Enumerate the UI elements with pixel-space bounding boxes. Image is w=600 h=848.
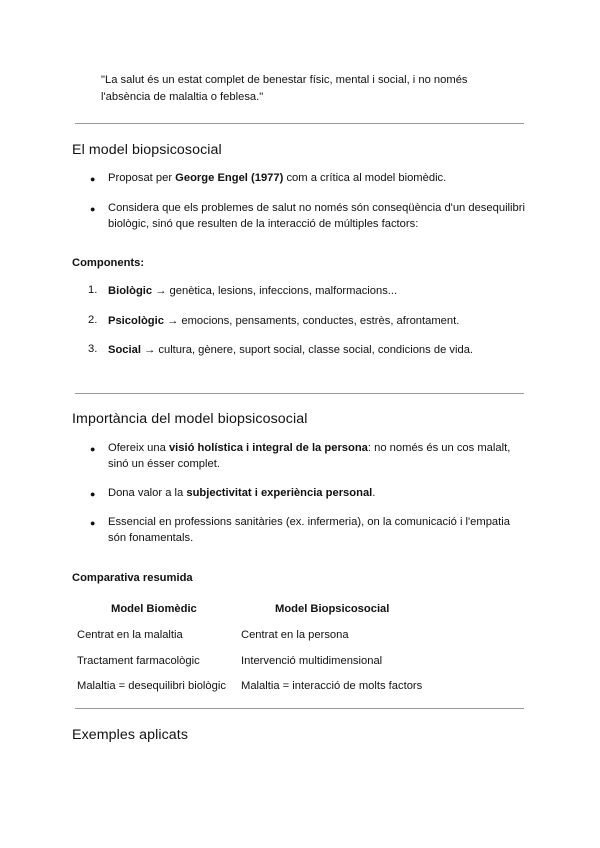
components-heading: Components: [72,257,145,269]
table-cell: Malaltia = interacció de molts factors [241,680,423,692]
section-title-importance: Importància del model biopsicosocial [72,411,308,427]
list-item-text: Proposat per [108,172,176,184]
section-title-examples: Exemples aplicats [72,727,189,743]
comparison-heading: Comparativa resumida [72,572,193,584]
list-item [108,200,525,232]
list-item-bold: Social [108,344,141,356]
list-number: 3. [88,343,98,355]
list-item-text: Essencial en professions sanitàries (ex. infermeria), on la comunicació i l'empatia [108,516,510,528]
list-item-bold: subjectivitat i experiència personal [186,487,373,499]
bullet-dot: ● [90,489,96,499]
list-item-bold: Psicològic [108,315,164,327]
divider [75,708,524,709]
table-cell: Tractament farmacològic [77,655,200,667]
divider [75,123,524,124]
table-cell: Centrat en la persona [241,629,349,641]
bullet-dot: ● [90,204,96,214]
list-item-text: → genètica, lesions, infeccions, malformacions... [152,285,398,297]
list-item-text: són fonamentals. [108,532,194,544]
list-item-text: : no només és un cos malalt, [367,442,511,454]
list-item [108,514,510,546]
list-item-text: com a crítica al model biomèdic. [283,172,447,184]
quote-paragraph: "La salut és un estat complet de benestar físic, mental i social, i no només l'absència de malaltia o feblesa." [101,74,468,103]
list-item-text: Ofereix una [108,442,169,454]
list-item-text: sinó un ésser complet. [108,458,220,470]
list-item [108,485,375,501]
list-item-text: → cultura, gènere, suport social, classe social, condicions de vida. [140,344,474,356]
list-item [108,283,397,299]
list-number: 1. [88,284,98,296]
divider [75,393,524,394]
list-item [108,440,510,472]
bullet-dot: ● [90,518,96,528]
table-cell: Centrat en la malaltia [77,629,183,641]
list-item-bold: George Engel (1977) [175,172,284,184]
list-item-bold: Biològic [108,285,153,297]
section-title-biopsychosocial: El model biopsicosocial [72,142,222,158]
list-item [108,313,459,329]
table-cell: Intervenció multidimensional [241,655,383,667]
list-item [108,170,446,186]
list-number: 2. [88,314,98,326]
bullet-dot: ● [90,444,96,454]
bullet-dot: ● [90,174,96,184]
list-item-bold: visió holística i integral de la persona [168,442,368,454]
list-item-text: Considera que els problemes de salut no només són conseqüència d'un desequilibri [108,202,525,214]
table-header-biopsychosocial: Model Biopsicosocial [275,603,390,615]
table-header-biomedical: Model Biomèdic [111,603,197,615]
list-item-text: . [372,487,376,499]
list-item-text: biològic, sinó que resulten de la interacció de múltiples factors: [108,218,419,230]
list-item-text: Dona valor a la [108,487,187,499]
list-item-text: → emocions, pensaments, conductes, estrès, afrontament. [163,315,460,327]
table-cell: Malaltia = desequilibri biològic [77,680,226,692]
list-item [108,342,473,358]
